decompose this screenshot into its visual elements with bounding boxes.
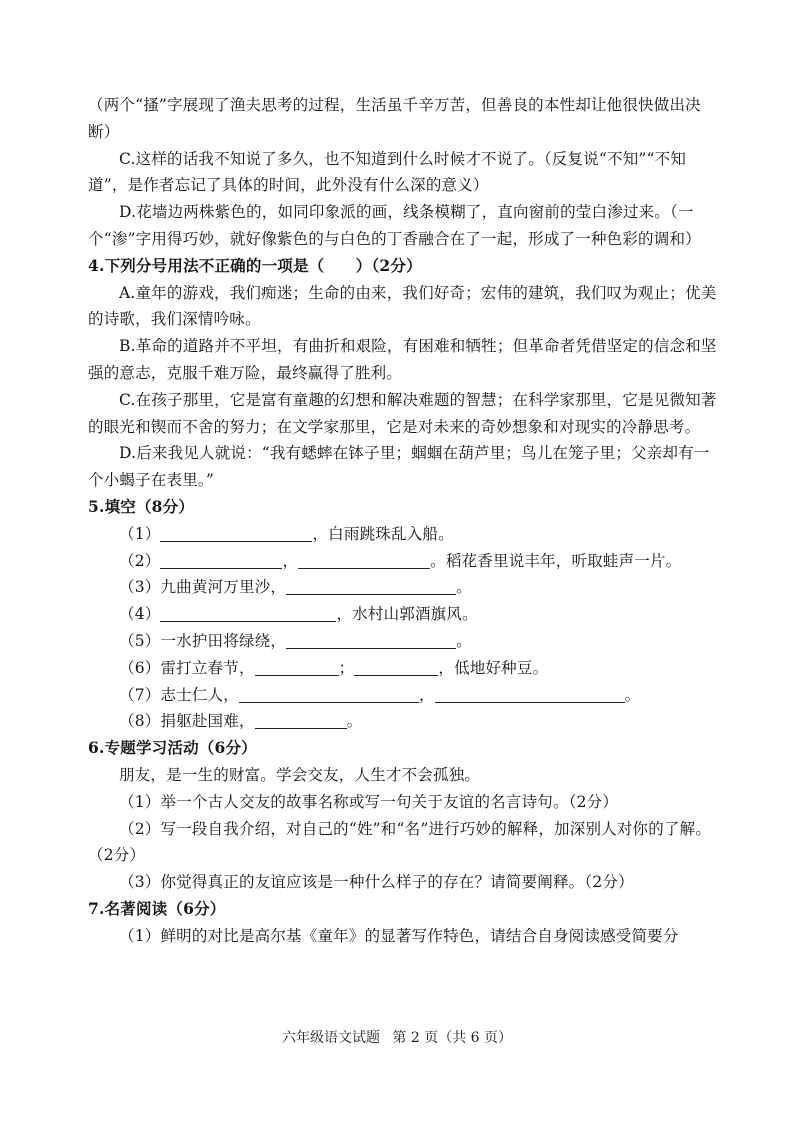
fill-item-6: （6）雷打立春节， ； ，低地好种豆。 (119, 658, 549, 677)
option-b-explanation: （两个“搔”字展现了渔夫思考的过程，生活虽千辛万苦，但善良的本性却让他很快做出决断） (88, 96, 701, 141)
question-4-option-b: B.革命的道路并不平坦，有曲折和艰险，有困难和牺牲；但革命者凭借坚定的信念和坚强的意志，克服千难万险，最终赢得了胜利。 (88, 337, 717, 382)
answer-blank[interactable] (298, 552, 430, 569)
answer-blank[interactable] (354, 659, 438, 676)
question-5-title: 5.填空（8分） (88, 496, 195, 516)
fill-item-5: （5）一水护田将绿绕， 。 (119, 631, 472, 650)
question-6-sub-1: （1）举一个古人交友的故事名称或写一句关于友谊的名言诗句。（2分） (119, 792, 619, 811)
footer-subject: 六年级语文试题 (281, 1030, 380, 1046)
question-6-sub-3: （3）你觉得真正的友谊应该是一种什么样子的存在？请简要阐释。（2分） (119, 873, 634, 892)
page-footer (0, 1027, 794, 1047)
fill-item-3: （3）九曲黄河万里沙， 。 (119, 578, 472, 597)
answer-blank[interactable] (286, 578, 456, 595)
answer-blank[interactable] (435, 686, 625, 703)
fill-item-1: （1） ，白雨跳珠乱入船。 (119, 524, 454, 543)
question-6-title: 6.专题学习活动（6分） (88, 738, 257, 758)
fill-item-2: （2） ， 。稻花香里说丰年，听取蛙声一片。 (119, 551, 682, 570)
option-c: C.这样的话我不知说了多久，也不知道到什么时候才不说了。（反复说“不知”“不知道”，是作者忘记了具体的时间，此外没有什么深的意义） (88, 149, 687, 195)
question-4-option-a: A.童年的游戏，我们痴迷；生命的由来，我们好奇；宏伟的建筑，我们叹为观止；优美的诗歌，我们深情吟咏。 (88, 283, 717, 329)
question-4-title: 4.下列分号用法不正确的一项是（ ）（2分） (88, 255, 422, 275)
option-d: D.花墙边两株紫色的，如同印象派的画，线条模糊了，直向窗前的莹白渗过来。（一个“渗”字用得巧妙，就好像紫色的与白色的丁香融合在了一起，形成了一种色彩的调和） (88, 203, 701, 248)
answer-blank[interactable] (239, 686, 419, 703)
answer-blank[interactable] (286, 632, 456, 649)
answer-blank[interactable] (255, 712, 347, 729)
question-4-option-d: D.后来我见人就说：“我有蟋蟀在钵子里；蝈蝈在葫芦里；鸟儿在笼子里；父亲却有一个小蝎子在表里。” (88, 444, 710, 490)
answer-blank[interactable] (160, 525, 312, 542)
fill-item-4: （4） ，水村山郭酒旗风。 (119, 605, 478, 624)
question-7-sub-1: （1）鲜明的对比是高尔基《童年》的显著写作特色，请结合自身阅读感受简要分 (119, 926, 679, 945)
page-content (88, 92, 720, 950)
question-6-sub-2: （2）写一段自我介绍，对自己的“姓”和“名”进行巧妙的解释，加深别人对你的了解。（2分） (88, 819, 712, 865)
question-6-intro: 朋友，是一生的财富。学会交友，人生才不会孤独。 (119, 765, 481, 784)
question-7-title: 7.名著阅读（6分） (88, 898, 226, 918)
answer-blank[interactable] (160, 552, 282, 569)
answer-blank[interactable] (160, 605, 336, 622)
answer-blank[interactable] (255, 659, 339, 676)
question-4-option-c: C.在孩子那里，它是富有童趣的幻想和解决难题的智慧；在科学家那里，它是见微知著的眼光和锲而不舍的努力；在文学家那里，它是对未来的奇妙想象和对现实的冷静思考。 (88, 390, 717, 436)
fill-item-8: （8）捐躯赴国难， 。 (119, 712, 363, 731)
fill-item-7: （7）志士仁人， ， 。 (119, 685, 641, 704)
footer-page-number: 第 2 页（共 6 页） (392, 1030, 513, 1046)
